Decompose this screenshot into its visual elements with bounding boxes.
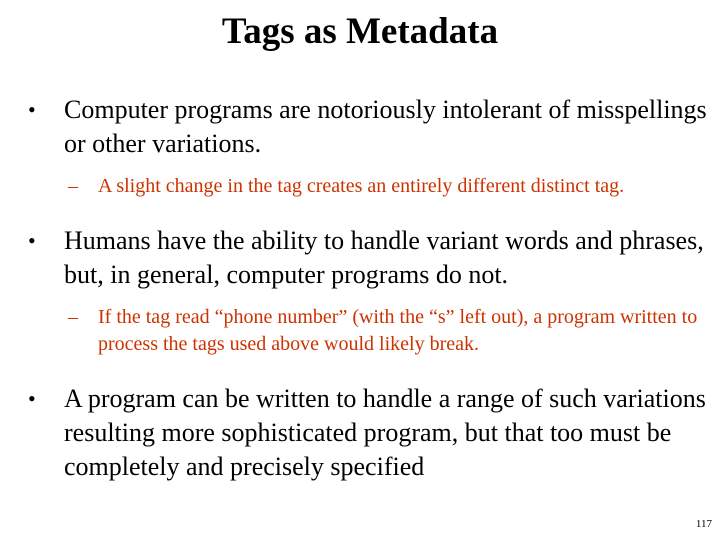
bullet-item bbox=[28, 382, 708, 484]
sub-bullet-text: If the tag read “phone number” (with the “s” left out), a program written to process the tags used above would likely break. bbox=[98, 306, 698, 355]
sub-bullet-marker: – bbox=[68, 175, 78, 197]
bullet-marker: • bbox=[28, 97, 36, 122]
sub-bullet-text: A slight change in the tag creates an entirely different distinct tag. bbox=[98, 175, 625, 197]
bullet-item bbox=[28, 224, 708, 292]
sub-bullet-item bbox=[68, 304, 708, 358]
bullet-list bbox=[28, 93, 708, 484]
spacer bbox=[28, 358, 708, 382]
page-number: 117 bbox=[695, 518, 712, 530]
sub-bullet-item bbox=[68, 173, 708, 200]
bullet-text: A program can be written to handle a range of such variations resulting more sophisticated program, but that too must be completely and precisely specified bbox=[64, 384, 706, 481]
bullet-marker: • bbox=[28, 386, 36, 411]
slide-title: Tags as Metadata bbox=[221, 11, 499, 52]
sub-bullet-marker: – bbox=[68, 306, 78, 328]
bullet-text: Humans have the ability to handle variant words and phrases, but, in general, computer programs do not. bbox=[64, 226, 704, 289]
bullet-marker: • bbox=[28, 228, 36, 253]
bullet-text: Computer programs are notoriously intolerant of misspellings or other variations. bbox=[64, 95, 707, 158]
spacer bbox=[28, 200, 708, 224]
bullet-item bbox=[28, 93, 708, 161]
